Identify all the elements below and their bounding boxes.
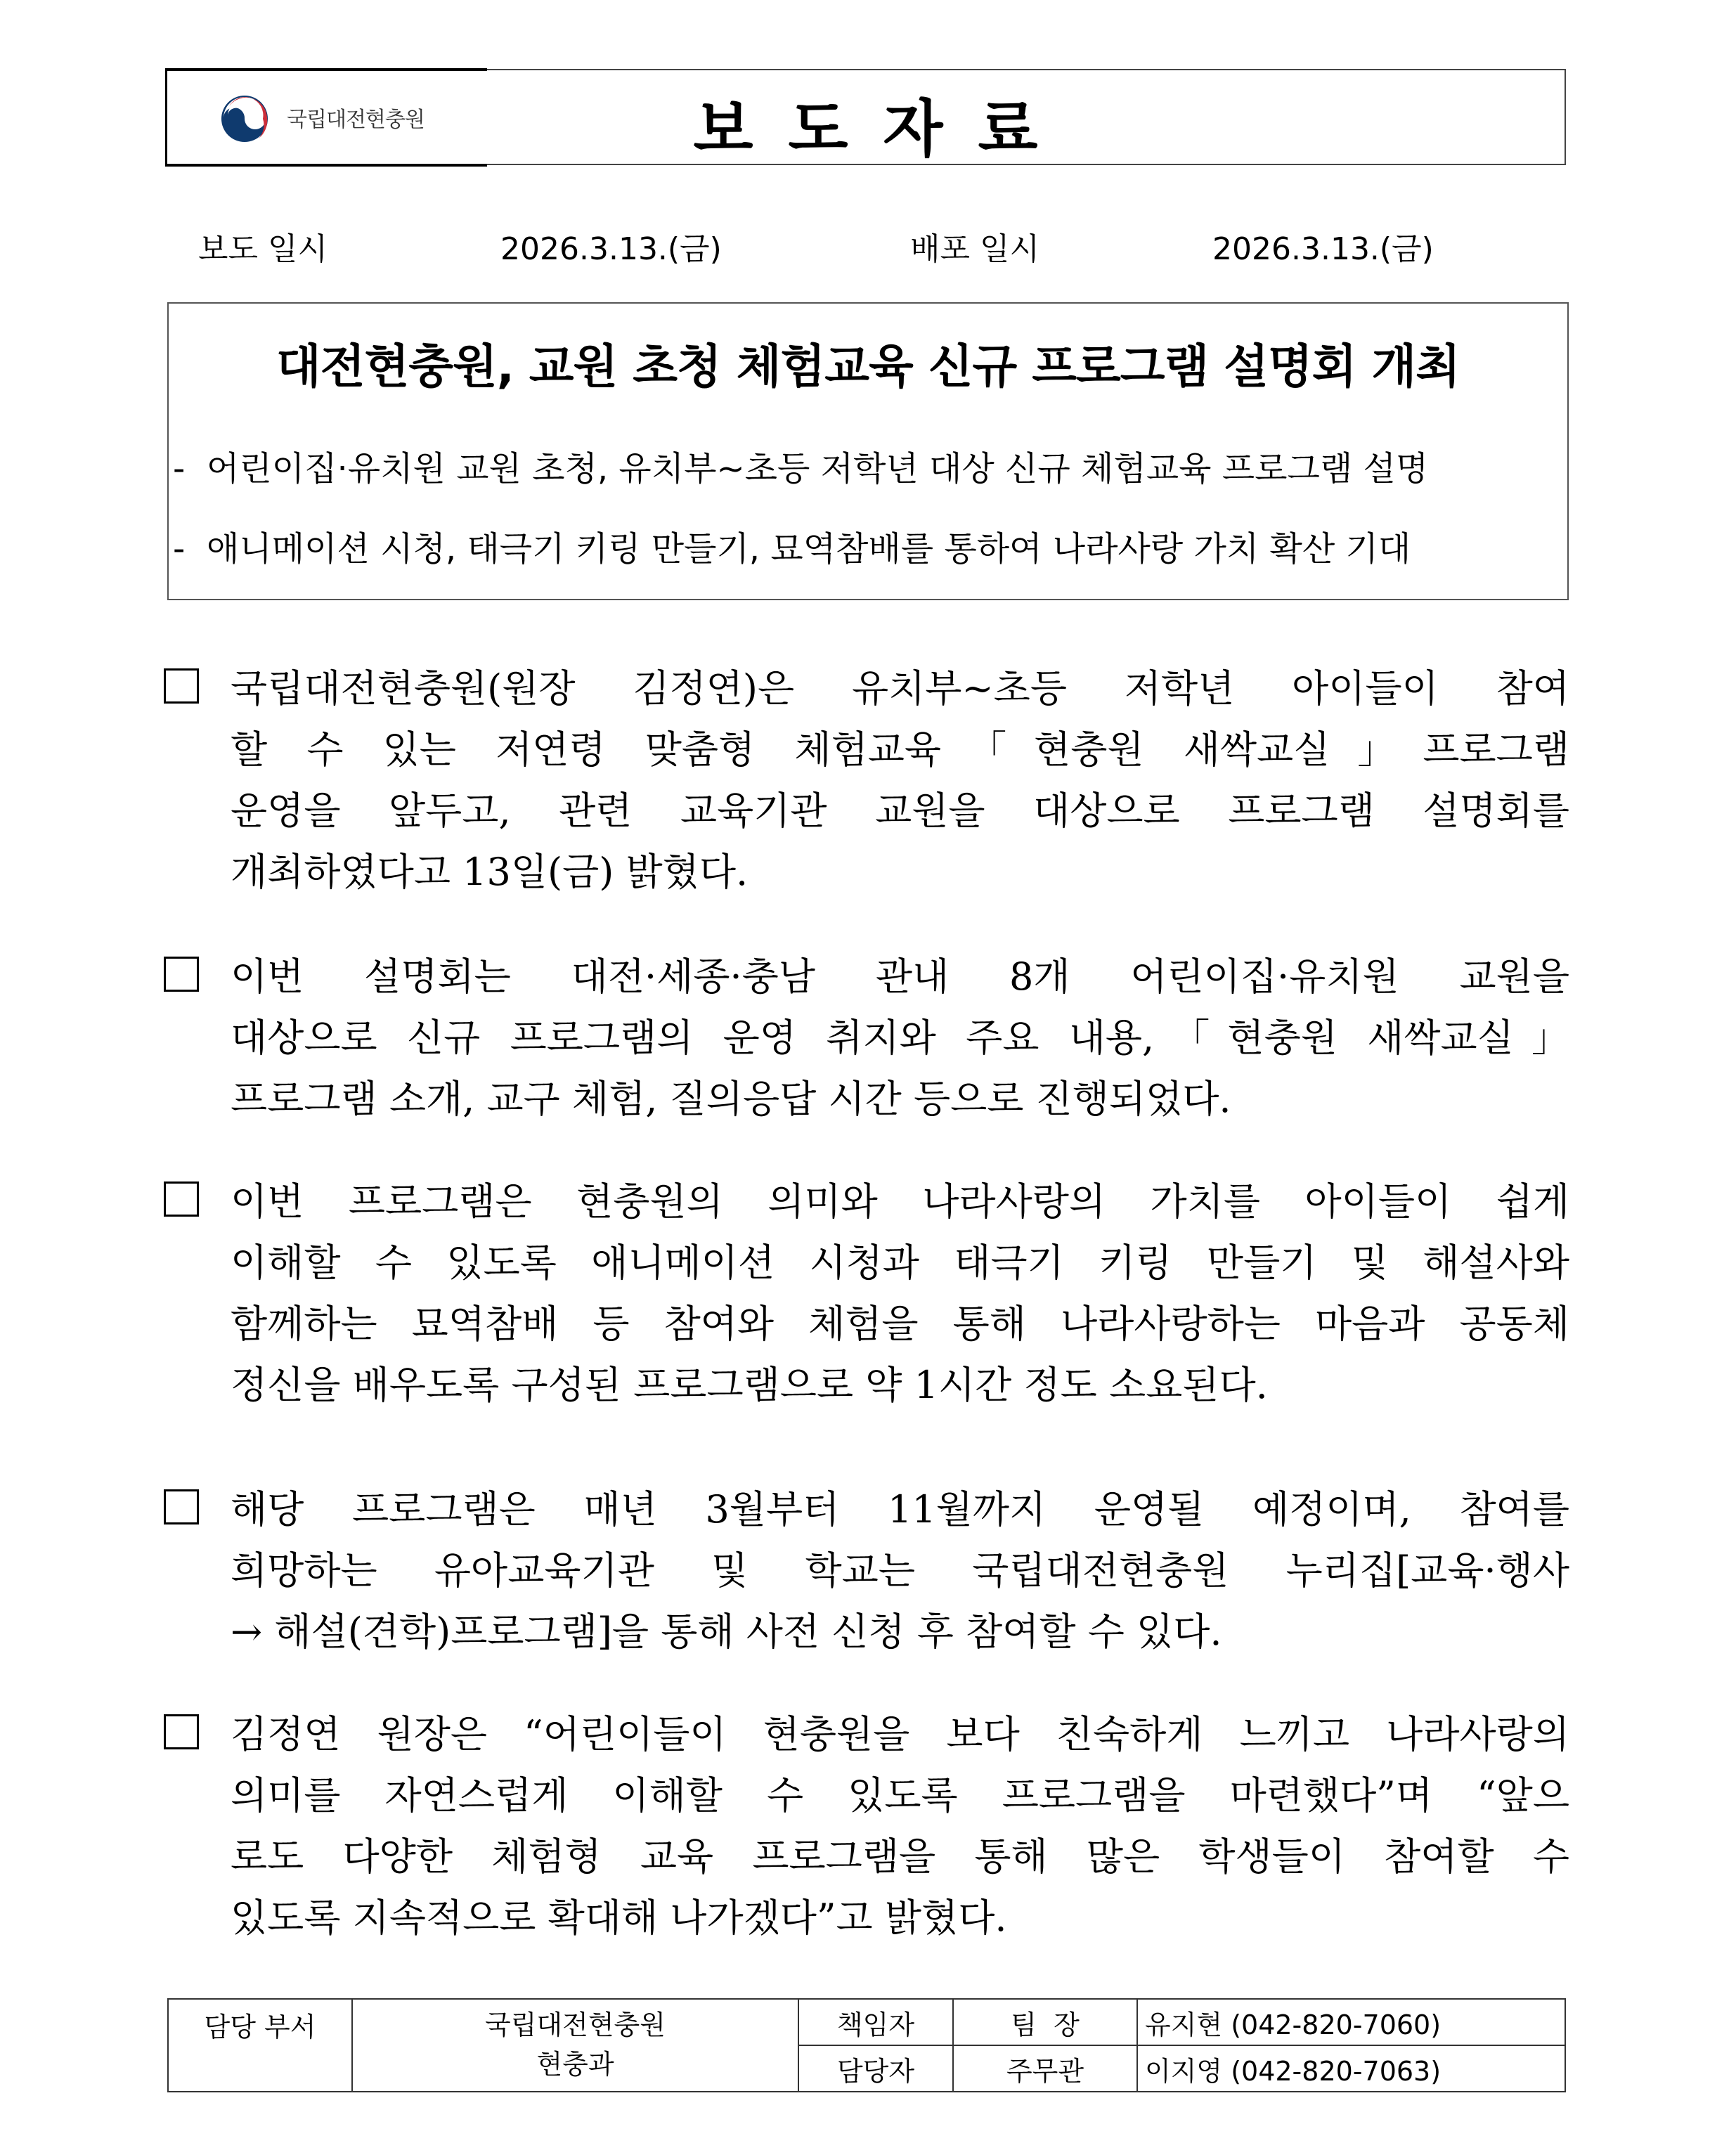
- distribution-date-label: 배포 일시: [910, 231, 1040, 267]
- headline-box: [167, 302, 1569, 600]
- contact-position: 팀 장: [953, 1999, 1137, 2045]
- paragraph-line: 있도록 지속적으로 확대해 나가겠다”고 밝혔다.: [231, 1896, 1007, 1940]
- checkbox-bullet-icon: [164, 957, 199, 992]
- paragraph-line: 김정연 원장은 “어린이들이 현충원을 보다 친숙하게 느끼고 나라사랑의: [231, 1712, 1569, 1756]
- contact-position: 주무관: [953, 2045, 1137, 2092]
- paragraph-line: 프로그램 소개, 교구 체험, 질의응답 시간 등으로 진행되었다.: [231, 1077, 1231, 1121]
- department-org: 국립대전현충원: [485, 2009, 666, 2040]
- contact-role: 책임자: [798, 1999, 953, 2045]
- paragraph-line: → 해설(견학)프로그램]을 통해 사전 신청 후 참여할 수 있다.: [231, 1610, 1222, 1654]
- contact-table: [167, 1998, 1566, 2092]
- paragraph-line: 운영을 앞두고, 관련 교육기관 교원을 대상으로 프로그램 설명회를: [231, 789, 1569, 833]
- checkbox-bullet-icon: [164, 1181, 199, 1217]
- paragraph-line: 희망하는 유아교육기관 및 학교는 국립대전현충원 누리집[교육·행사: [231, 1548, 1569, 1593]
- subtitle-text: 어린이집·유치원 교원 초청, 유치부~초등 저학년 대상 신규 체험교육 프로그램 설명: [207, 449, 1429, 488]
- paragraph-line: 함께하는 묘역참배 등 참여와 체험을 통해 나라사랑하는 마음과 공동체: [231, 1302, 1569, 1346]
- department-label: 담당 부서: [168, 1999, 352, 2092]
- subtitle-dash: -: [173, 529, 186, 569]
- paragraph-line: 이번 프로그램은 현충원의 의미와 나라사랑의 가치를 아이들이 쉽게: [231, 1179, 1569, 1224]
- contact-row: [168, 1999, 1565, 2045]
- contact-name-phone: 유지현 (042-820-7060): [1137, 1999, 1565, 2045]
- headline-title: 대전현충원, 교원 초청 체험교육 신규 프로그램 설명회 개최: [276, 339, 1460, 394]
- report-date-label: 보도 일시: [198, 231, 328, 267]
- subtitle-dash: -: [173, 449, 186, 488]
- paragraph-line: 로도 다양한 체험형 교육 프로그램을 통해 많은 학생들이 참여할 수: [231, 1834, 1569, 1879]
- paragraph-line: 국립대전현충원(원장 김정연)은 유치부~초등 저학년 아이들이 참여: [231, 666, 1569, 711]
- date-row: [0, 224, 1736, 266]
- report-date-value: 2026.3.13.(금): [500, 231, 722, 267]
- checkbox-bullet-icon: [164, 1714, 199, 1749]
- paragraph-line: 이번 설명회는 대전·세종·충남 관내 8개 어린이집·유치원 교원을: [231, 954, 1569, 999]
- paragraph-line: 대상으로 신규 프로그램의 운영 취지와 주요 내용,「현충원 새싹교실」: [231, 1016, 1569, 1060]
- document-type-title: 보도자료: [693, 93, 1073, 165]
- paragraph-line: 의미를 자연스럽게 이해할 수 있도록 프로그램을 마련했다”며 “앞으: [231, 1773, 1569, 1818]
- department-name: [352, 1999, 798, 2092]
- subtitle-text: 애니메이션 시청, 태극기 키링 만들기, 묘역참배를 통하여 나라사랑 가치 확산 기대: [207, 529, 1411, 569]
- paragraph-line: 해당 프로그램은 매년 3월부터 11월까지 운영될 예정이며, 참여를: [231, 1487, 1569, 1532]
- checkbox-bullet-icon: [164, 668, 199, 704]
- checkbox-bullet-icon: [164, 1489, 199, 1524]
- paragraph-line: 개최하였다고 13일(금) 밝혔다.: [231, 850, 749, 894]
- department-unit: 현충과: [536, 2049, 614, 2080]
- press-release-header: [165, 69, 1566, 165]
- contact-role: 담당자: [798, 2045, 953, 2092]
- subtitle-line: [173, 522, 1411, 570]
- paragraph-line: 정신을 배우도록 구성된 프로그램으로 약 1시간 정도 소요된다.: [231, 1363, 1268, 1407]
- paragraph-line: 이해할 수 있도록 애니메이션 시청과 태극기 키링 만들기 및 해설사와: [231, 1241, 1569, 1285]
- contact-name-phone: 이지영 (042-820-7063): [1137, 2045, 1565, 2092]
- distribution-date-value: 2026.3.13.(금): [1212, 231, 1434, 267]
- paragraph-line: 할 수 있는 저연령 맞춤형 체험교육「현충원 새싹교실」프로그램: [231, 727, 1569, 772]
- org-logo-text: 국립대전현충원: [287, 108, 425, 132]
- subtitle-line: [173, 441, 1428, 490]
